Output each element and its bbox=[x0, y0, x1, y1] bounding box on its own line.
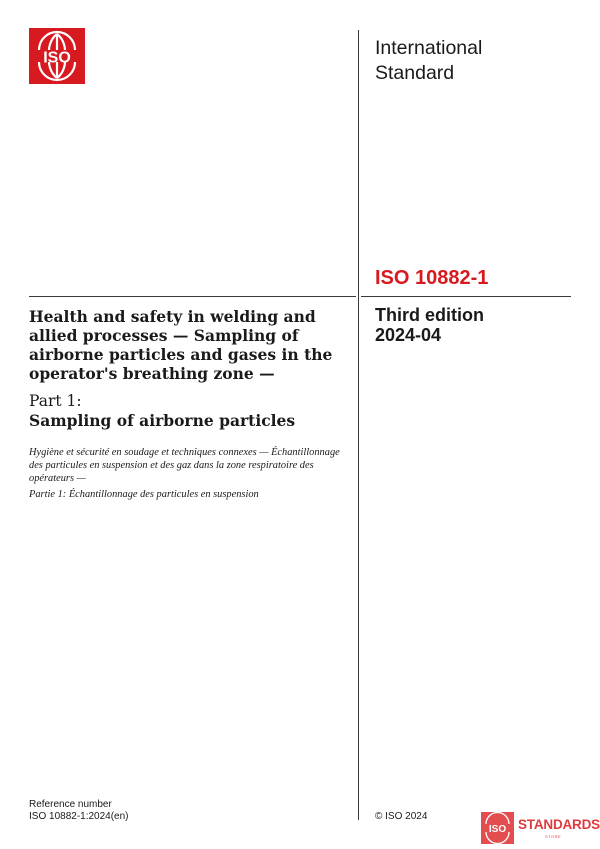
copyright: © ISO 2024 bbox=[375, 811, 428, 822]
vertical-divider bbox=[358, 30, 359, 820]
store-iso-text: ISO bbox=[488, 824, 507, 835]
french-title: Hygiène et sécurité en soudage et techniques connexes — Échantillonnage des particules en suspension et des gaz dans la zone respiratoire des opérateurs — bbox=[29, 447, 340, 484]
store-text: STANDARDS bbox=[518, 817, 600, 832]
part-label: Part 1: bbox=[29, 392, 82, 410]
standard-number: ISO 10882-1 bbox=[375, 267, 489, 289]
french-part-title: Partie 1: Échantillonnage des particules en suspension bbox=[29, 489, 259, 500]
store-iso-graphic bbox=[481, 812, 514, 844]
main-title: Health and safety in welding and allied processes — Sampling of airborne particles and gases in the operator's breathing zone — bbox=[29, 307, 333, 383]
iso-logo-text: ISO bbox=[43, 49, 71, 67]
document-type bbox=[375, 36, 482, 86]
edition-date: 2024-04 bbox=[375, 325, 442, 345]
iso-logo-graphic bbox=[29, 28, 85, 84]
edition-label: Third edition bbox=[375, 305, 484, 325]
edition-block bbox=[375, 305, 484, 345]
document-type-line2: Standard bbox=[375, 62, 455, 84]
part-title: Sampling of airborne particles bbox=[29, 411, 296, 430]
store-iso-logo bbox=[481, 812, 514, 844]
store-subtext: STORE bbox=[545, 834, 562, 839]
reference-label: Reference number bbox=[29, 799, 112, 810]
reference-number: ISO 10882-1:2024(en) bbox=[29, 811, 129, 822]
reference-block bbox=[29, 799, 129, 823]
standards-store-badge bbox=[481, 812, 600, 844]
title-divider-right bbox=[361, 296, 571, 297]
document-type-line1: International bbox=[375, 37, 483, 59]
iso-logo bbox=[29, 28, 85, 84]
title-divider-left bbox=[29, 296, 356, 297]
